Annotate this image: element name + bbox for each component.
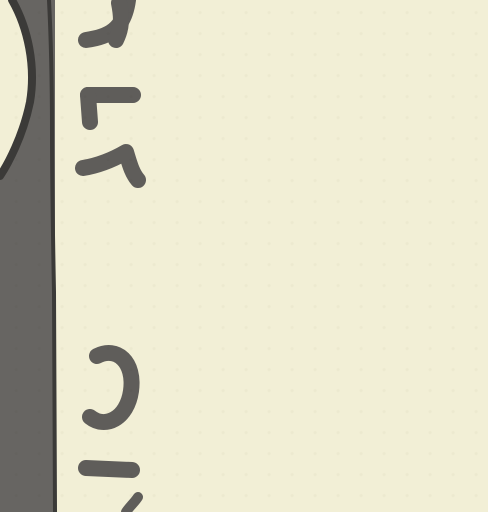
right-white-margin xyxy=(488,0,494,512)
vertical-letter-i-glyph xyxy=(86,468,132,470)
